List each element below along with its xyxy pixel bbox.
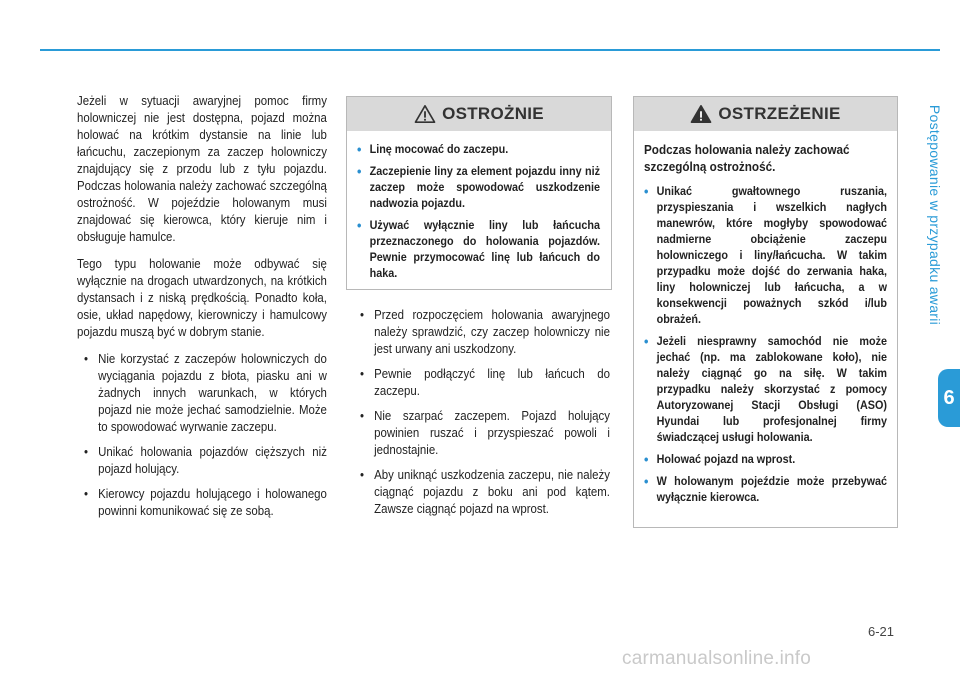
- chapter-title: Postępowanie w przypadku awarii: [927, 104, 944, 326]
- list-item: • Nie szarpać zaczepem. Pojazd holujący powinien ruszać i przyspieszać powoli i jednostajnie.: [353, 407, 610, 458]
- chapter-tab[interactable]: [938, 369, 960, 427]
- warning-triangle-icon: [414, 104, 436, 124]
- list-item: • Jeżeli niesprawny samochód nie może jechać (np. ma zablokowane koło), nie należy ciągnąć go na siłę. W takim przypadku należy skorzystać z pomocy Autoryzowanej Stacji Obsługi (ASO) Hyundai lub profesjonalnej firmy świadczącej usługi holowania.: [644, 333, 887, 445]
- warning-box-header: [634, 97, 897, 131]
- caution-box-body: [347, 131, 611, 297]
- top-rule: [40, 49, 940, 51]
- warning-box-body: [634, 131, 897, 521]
- list-item: • Używać wyłącznie liny lub łańcucha przeznaczonego do holowania pojazdów. Pewnie przymocować linę lub łańcuch do haka.: [357, 217, 600, 281]
- chapter-number: 6: [943, 386, 955, 409]
- left-column: [77, 92, 327, 527]
- list-item: • W holowanym pojeździe może przebywać wyłącznie kierowca.: [644, 473, 887, 505]
- list-item: • Pewnie podłączyć linę lub łańcuch do zaczepu.: [353, 365, 610, 399]
- caution-list: [357, 141, 600, 281]
- paragraph: Tego typu holowanie może odbywać się wyłącznie na drogach utwardzonych, na krótkich dystansach i z niską prędkością. Ponadto koła, osie, układ napędowy, kierowniczy i hamulcowy pojazdu muszą być w dobrym stanie.: [77, 256, 327, 339]
- list-item: • Przed rozpoczęciem holowania awaryjnego należy sprawdzić, czy zaczep holowniczy nie jest urwany ani uszkodzony.: [353, 306, 610, 357]
- list-item: • Nie korzystać z zaczepów holowniczych do wyciągania pojazdu z błota, piasku ani w żadnych innych warunkach, w których pojazd nie może jechać samodzielnie. Może to spowodować wyrwanie zaczepu.: [77, 350, 327, 435]
- warning-title: OSTRZEŻENIE: [718, 104, 841, 123]
- list-item: • Unikać gwałtownego ruszania, przyspieszania i wszelkich nagłych manewrów, które mogłyby spowodować nadmierne obciążenie zaczepu holowniczego i liny/łańcucha. W takim przypadku może dojść do zerwania haka, liny holowniczej lub łańcucha, a w konsekwencji poważnych szkód i/lub obrażeń.: [644, 183, 887, 327]
- warning-triangle-icon: [690, 104, 712, 124]
- list-item: • Linę mocować do zaczepu.: [357, 141, 600, 157]
- caution-box: [346, 96, 612, 290]
- list-item: • Kierowcy pojazdu holującego i holowanego powinni komunikować się ze sobą.: [77, 485, 327, 519]
- list-item: • Unikać holowania pojazdów cięższych niż pojazd holujący.: [77, 443, 327, 477]
- caution-title: OSTROŻNIE: [442, 104, 544, 123]
- warning-box: [633, 96, 898, 528]
- bullet-list: [77, 350, 327, 519]
- bullet-list: [353, 306, 610, 517]
- paragraph: Jeżeli w sytuacji awaryjnej pomoc firmy holowniczej nie jest dostępna, pojazd można holować na krótkim dystansie na linie lub łańcuchu, zaczepionym za zaczep holowniczy znajdujący się z przodu lub z tyłu pojazdu. Podczas holowania należy zachować szczególną ostrożność. W pojeździe holowanym musi znajdować się kierowca, który kieruje nim i obsługuje hamulce.: [77, 93, 327, 244]
- warning-intro: Podczas holowania należy zachować szczególną ostrożność.: [644, 142, 850, 174]
- list-item: • Holować pojazd na wprost.: [644, 451, 887, 467]
- watermark: carmanualsonline.info: [622, 648, 812, 669]
- list-item: • Zaczepienie liny za element pojazdu inny niż zaczep może spowodować uszkodzenie nadwozia pojazdu.: [357, 163, 600, 211]
- warning-list: [644, 183, 887, 505]
- middle-column: [353, 306, 610, 525]
- list-item: • Aby uniknąć uszkodzenia zaczepu, nie należy ciągnąć pojazdu z boku ani pod kątem. Zawsze ciągnąć pojazd na wprost.: [353, 466, 610, 517]
- caution-box-header: [347, 97, 611, 131]
- page-number: 6-21: [868, 624, 895, 639]
- chapter-side-label: [923, 60, 947, 370]
